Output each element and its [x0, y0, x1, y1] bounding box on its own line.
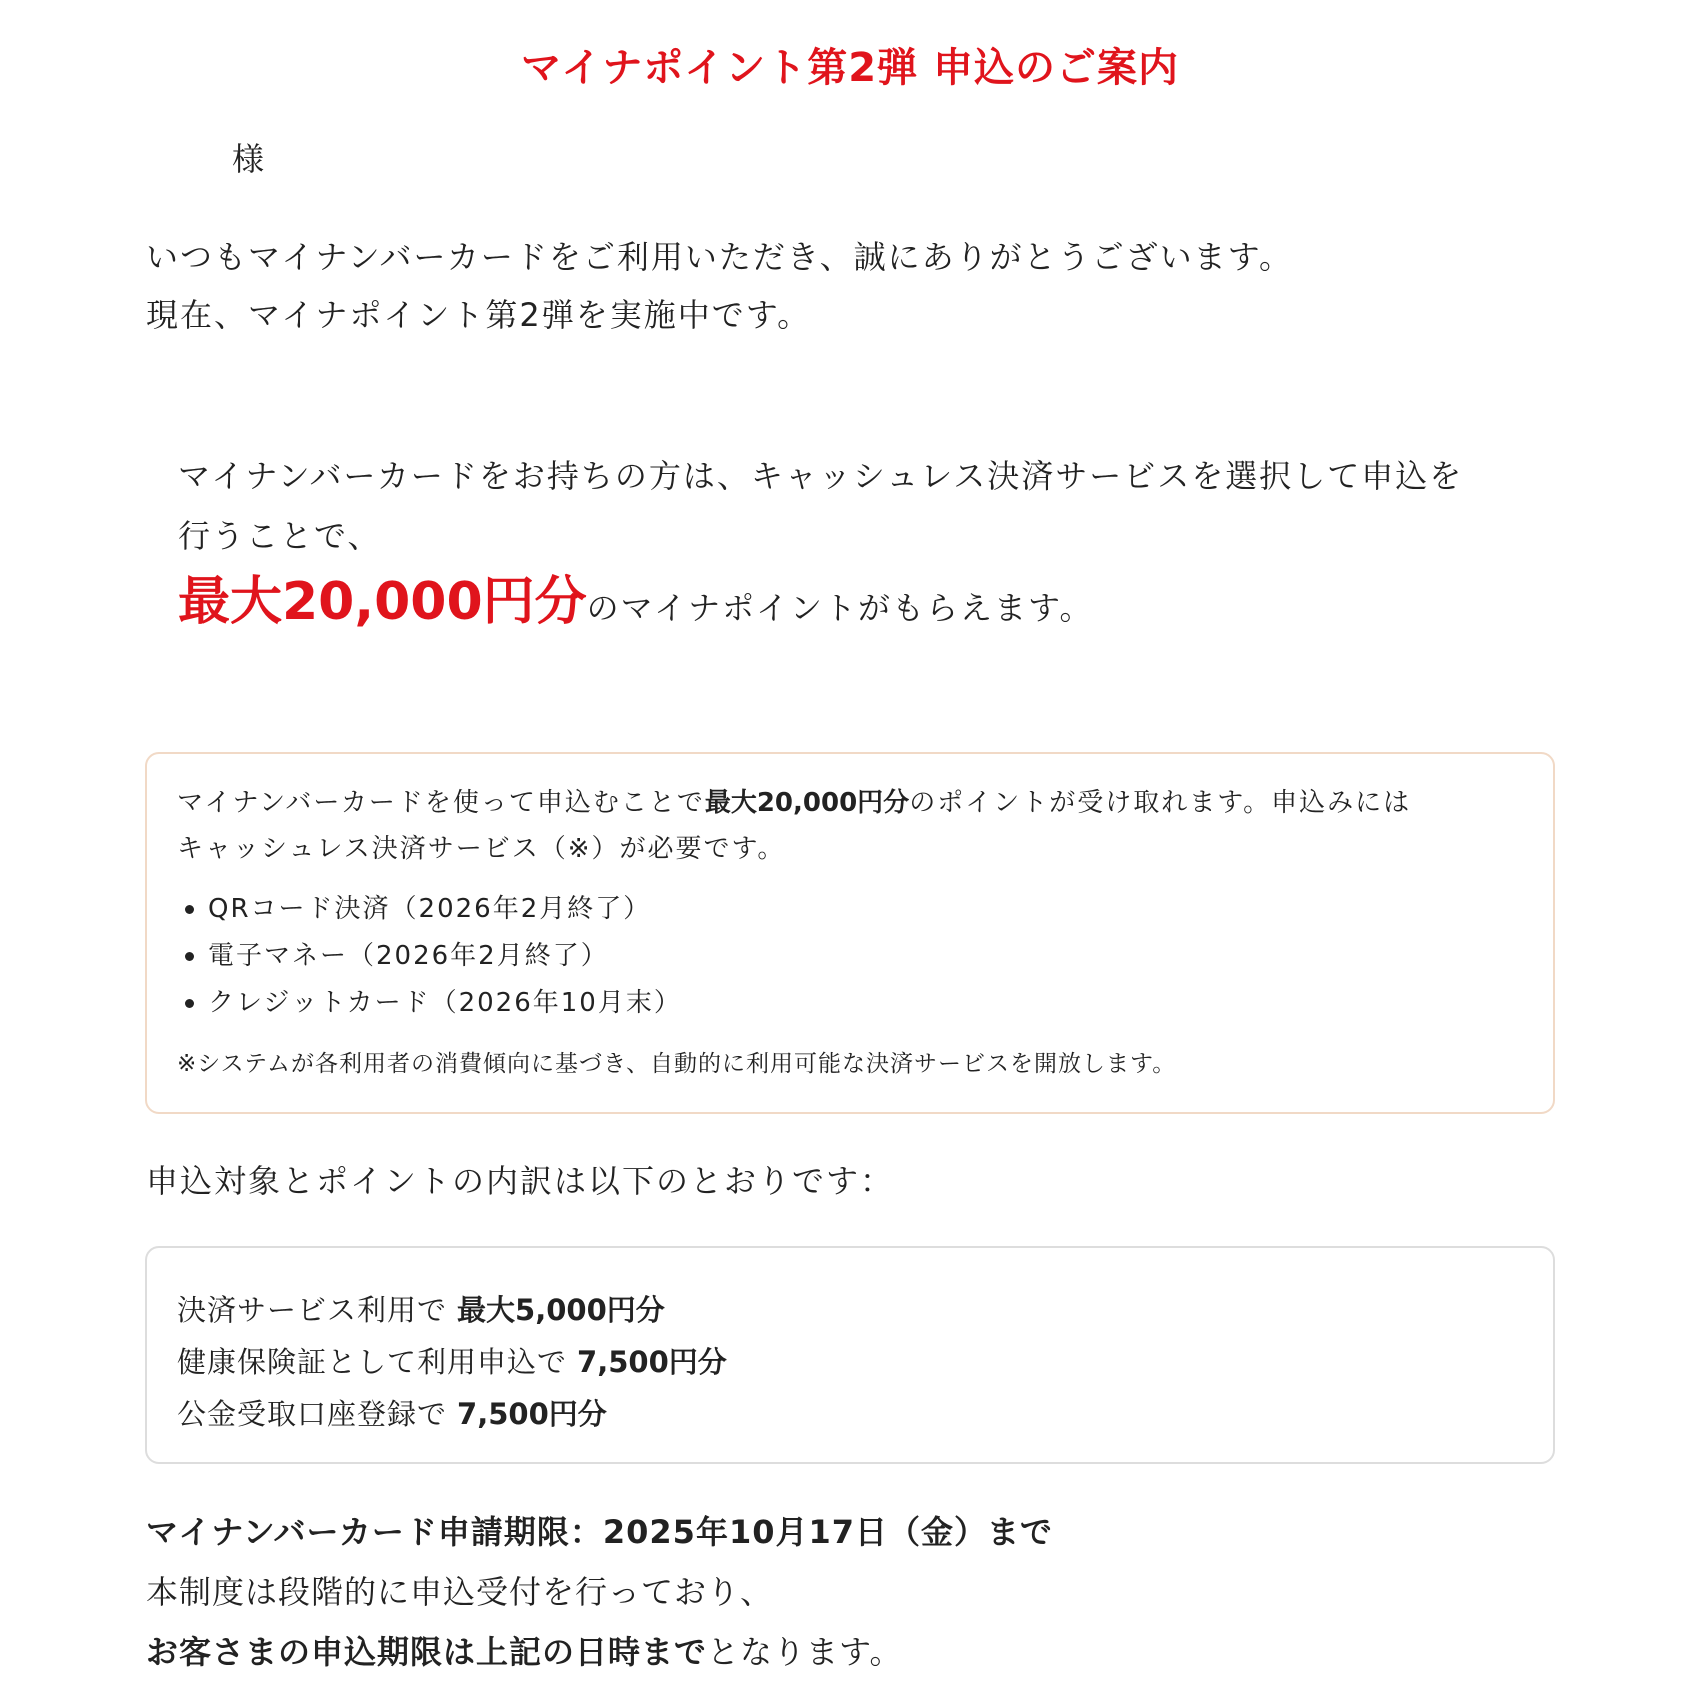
info-note: ※システムが各利用者の消費傾向に基づき、自動的に利用可能な決済サービスを開放します。	[177, 1051, 1177, 1077]
honorific: 様	[232, 140, 265, 178]
breakdown-heading: 申込対象とポイントの内訳は以下のとおりです：	[146, 1162, 895, 1200]
list-item: 電子マネー（2026年2月終了）	[177, 933, 1521, 980]
offer-line: 行うことで、	[178, 517, 382, 555]
deadline-emphasis: お客さまの申込期限は上記の日時まで	[146, 1633, 708, 1671]
deadline-section	[146, 1502, 1053, 1682]
offer-amount-line	[178, 572, 1578, 638]
breakdown-row	[177, 1336, 1553, 1388]
payment-service-list	[177, 886, 1521, 1027]
info-text-prefix: マイナンバーカードを使って申込むことで	[177, 788, 705, 818]
offer-amount-suffix: のマイナポイントがもらえます。	[586, 589, 1094, 627]
info-text-line2: キャッシュレス決済サービス（※）が必要です。	[177, 834, 786, 864]
bullet-icon	[185, 952, 194, 961]
breakdown-value: 最大5,000円分	[457, 1293, 665, 1327]
breakdown-value: 7,500円分	[457, 1397, 607, 1431]
breakdown-row	[177, 1388, 1553, 1440]
info-text-bold: 最大20,000円分	[704, 788, 910, 818]
intro-line: いつもマイナンバーカードをご利用いただき、誠にありがとうございます。	[146, 238, 1294, 276]
bullet-icon	[185, 999, 194, 1008]
intro-paragraph	[146, 228, 1293, 344]
list-item: QRコード決済（2026年2月終了）	[177, 886, 1521, 933]
bullet-icon	[185, 905, 194, 914]
recipient-salutation	[146, 134, 264, 180]
breakdown-row	[177, 1284, 1553, 1336]
offer-paragraph	[178, 446, 1578, 638]
deadline-suffix: となります。	[707, 1633, 903, 1671]
intro-line: 現在、マイナポイント第2弾を実施中です。	[146, 296, 812, 334]
page-title: マイナポイント第2弾 申込のご案内	[521, 45, 1179, 91]
deadline-line: 本制度は段階的に申込受付を行っており、	[146, 1573, 774, 1611]
breakdown-value: 7,500円分	[577, 1345, 727, 1379]
breakdown-label: 健康保険証として利用申込で	[177, 1345, 568, 1379]
offer-line: マイナンバーカードをお持ちの方は、キャッシュレス決済サービスを選択して申込を	[178, 457, 1464, 495]
breakdown-box	[145, 1246, 1555, 1464]
offer-amount: 最大20,000円分	[178, 572, 587, 632]
deadline-line	[146, 1622, 1053, 1682]
info-box	[145, 752, 1555, 1114]
redacted-recipient-name	[146, 140, 232, 174]
deadline-heading: マイナンバーカード申請期限：2025年10月17日（金）まで	[146, 1513, 1054, 1551]
info-text	[177, 780, 1521, 872]
breakdown-label: 公金受取口座登録で	[177, 1397, 448, 1431]
list-item: クレジットカード（2026年10月末）	[177, 980, 1521, 1027]
breakdown-label: 決済サービス利用で	[177, 1293, 448, 1327]
info-text-suffix: のポイントが受け取れます。申込みには	[909, 788, 1412, 818]
